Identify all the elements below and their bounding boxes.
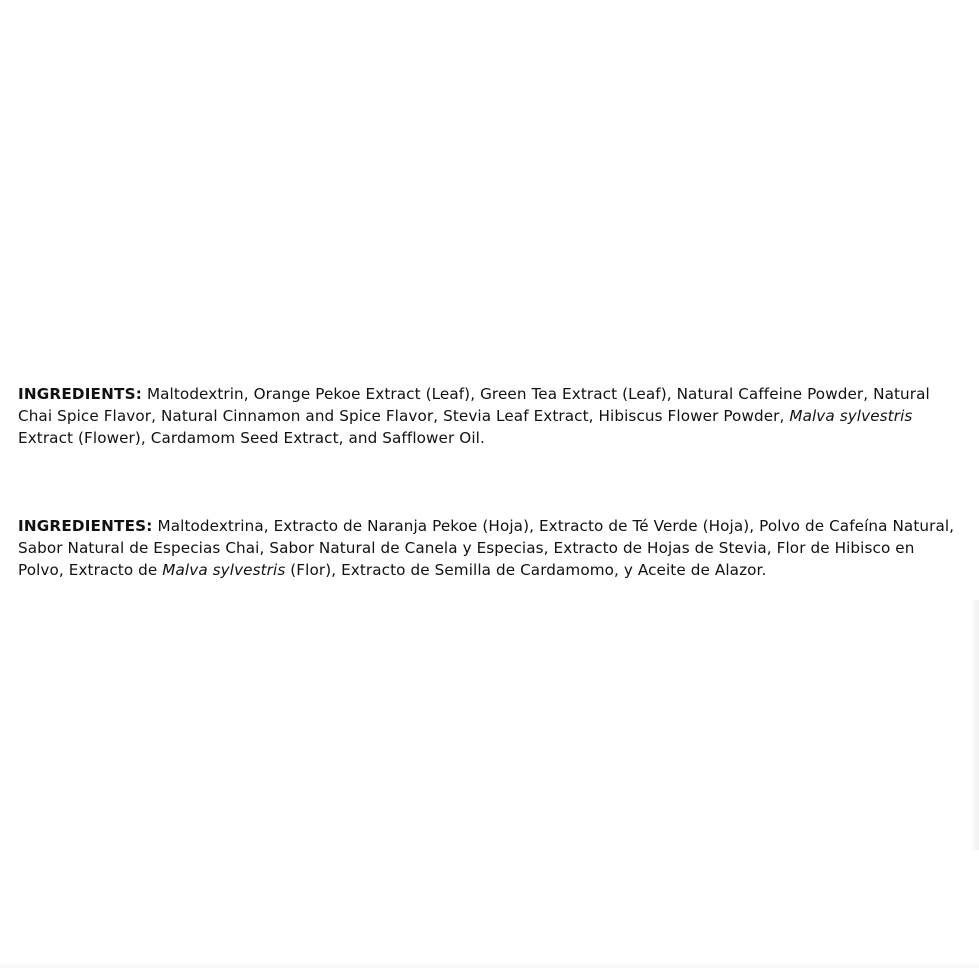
ingredients-text-english-part-2: Extract (Flower), Cardamom Seed Extract, and Safflower Oil. — [18, 429, 485, 448]
ingredients-latin-name-spanish: Malva sylvestris — [162, 561, 286, 580]
ingredients-label-spanish: INGREDIENTES: — [18, 517, 153, 535]
ingredients-latin-name-english: Malva sylvestris — [789, 407, 913, 426]
ingredients-paragraph-english — [18, 383, 958, 449]
ingredients-paragraph-spanish — [18, 515, 958, 581]
ingredients-text-english-part-1: Maltodextrin, Orange Pekoe Extract (Leaf), Green Tea Extract (Leaf), Natural Caffeine Powder, Natural Chai Spice Flavor, Natural Cinnamon and Spice Flavor, Stevia Leaf Extract, Hibiscus Flower Powder, — [18, 385, 930, 426]
ingredients-label-english: INGREDIENTS: — [18, 385, 143, 403]
ingredients-text-spanish-part-2: (Flor), Extracto de Semilla de Cardamomo, y Aceite de Alazor. — [285, 561, 767, 580]
page-edge-shading-right — [971, 600, 979, 850]
ingredients-text-spanish-part-1: Maltodextrina, Extracto de Naranja Pekoe (Hoja), Extracto de Té Verde (Hoja), Polvo de Cafeína Natural, Sabor Natural de Especias Chai, Sabor Natural de Canela y Especias, Extracto de Hojas de Stevia, Flor de Hibisco en Polvo, Extracto de — [18, 517, 955, 580]
page-edge-shading-bottom — [0, 962, 979, 968]
